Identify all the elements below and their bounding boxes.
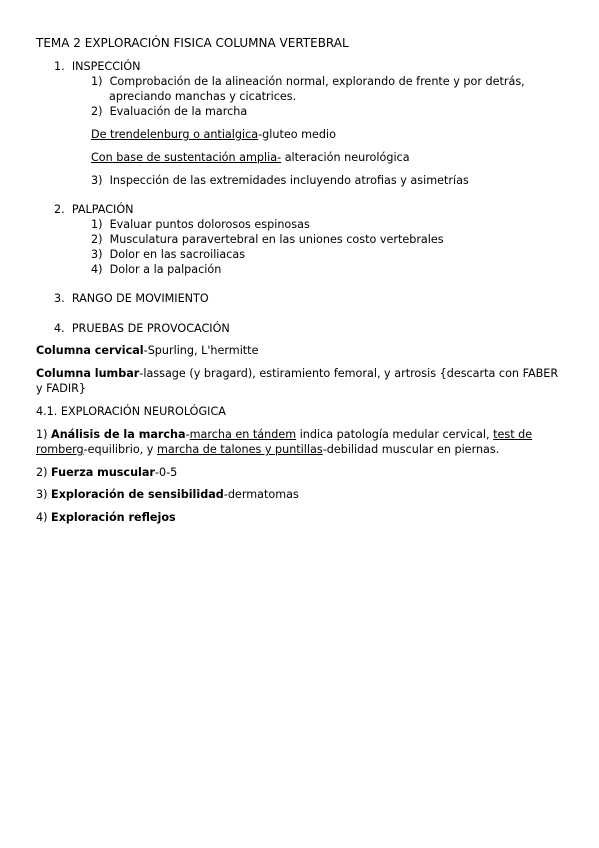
text: 3): [36, 488, 52, 501]
section-title: RANGO DE MOVIMIENTO: [71, 292, 209, 305]
text: alteración neurológica: [281, 151, 410, 164]
list-text-continuation: apreciando manchas y cicatrices.: [109, 90, 297, 103]
underlined-text: marcha de talones y puntillas: [156, 443, 323, 456]
list-text: Inspección de las extremidades incluyendo atrofias y asimetrías: [109, 174, 469, 187]
text: 2): [36, 466, 52, 479]
text: 1): [36, 428, 52, 441]
section-palpacion-heading: [54, 202, 134, 217]
list-text: Dolor en las sacroiliacas: [109, 248, 246, 261]
list-text: Dolor a la palpación: [109, 263, 222, 276]
bold-term: Exploración de sensibilidad: [51, 488, 224, 501]
section-title: PALPACIÓN: [71, 203, 134, 216]
paragraph-reflejos: [36, 510, 176, 525]
section-title: PRUEBAS DE PROVOCACIÓN: [71, 322, 230, 335]
text: -debilidad muscular en piernas.: [322, 443, 500, 456]
bold-term: Fuerza muscular: [51, 466, 155, 479]
paragraph-trendelenburg: [91, 127, 336, 142]
text: -0-5: [154, 466, 178, 479]
text: 4): [36, 511, 52, 524]
list-item: [91, 74, 525, 89]
bold-term: Columna lumbar: [36, 367, 140, 380]
paragraph-fuerza-muscular: [36, 465, 177, 480]
section-rango-heading: [54, 291, 209, 306]
list-text: Musculatura paravertebral en las uniones costo vertebrales: [109, 233, 444, 246]
paragraph-sensibilidad: [36, 487, 299, 502]
underlined-text: Con base de sustentación amplia-: [91, 151, 282, 164]
text: -Spurling, L'hermitte: [143, 344, 259, 357]
list-item: [91, 173, 469, 188]
list-number: 3): [91, 248, 103, 261]
text: -equilibrio, y: [83, 443, 157, 456]
section-title: INSPECCIÓN: [71, 60, 141, 73]
text: indica patología medular cervical,: [296, 428, 494, 441]
list-text: Evaluación de la marcha: [109, 105, 248, 118]
bold-term: Análisis de la marcha: [51, 428, 186, 441]
section-inspeccion-heading: [54, 59, 141, 74]
text: -dermatomas: [223, 488, 299, 501]
text: -: [185, 428, 190, 441]
list-number: 2): [91, 105, 103, 118]
list-number: 2.: [54, 203, 65, 216]
paragraph-columna-lumbar-continuation: y FADIR}: [36, 382, 87, 395]
list-number: 1): [91, 75, 103, 88]
text: -gluteo medio: [258, 128, 336, 141]
underlined-text: romberg: [36, 443, 84, 456]
list-item: [91, 104, 247, 119]
list-number: 1.: [54, 60, 65, 73]
section-pruebas-heading: [54, 321, 230, 336]
underlined-text: test de: [493, 428, 533, 441]
list-number: 3): [91, 174, 103, 187]
list-number: 3.: [54, 292, 65, 305]
section-neuro-heading: 4.1. EXPLORACIÓN NEUROLÓGICA: [36, 405, 226, 418]
list-text: Comprobación de la alineación normal, explorando de frente y por detrás,: [109, 75, 525, 88]
bold-term: Columna cervical: [36, 344, 144, 357]
list-number: 4): [91, 263, 103, 276]
list-item: [91, 262, 221, 277]
bold-term: Exploración reflejos: [51, 511, 176, 524]
list-number: 2): [91, 233, 103, 246]
paragraph-base-sustentacion: [91, 150, 410, 165]
list-number: 1): [91, 218, 103, 231]
paragraph-columna-cervical: [36, 343, 258, 358]
list-item: [91, 247, 245, 262]
list-item: [91, 232, 444, 247]
list-item: [91, 217, 310, 232]
underlined-text: De trendelenburg o antialgica: [91, 128, 259, 141]
paragraph-columna-lumbar: [36, 366, 558, 381]
text: -lassage (y bragard), estiramiento femoral, y artrosis {descarta con FABER: [139, 367, 559, 380]
list-text: Evaluar puntos dolorosos espinosas: [109, 218, 310, 231]
list-number: 4.: [54, 322, 65, 335]
paragraph-analisis-marcha-continuation: [36, 442, 499, 457]
underlined-text: marcha en tándem: [189, 428, 297, 441]
page-title: TEMA 2 EXPLORACIÓN FISICA COLUMNA VERTEBRAL: [36, 36, 349, 50]
paragraph-analisis-marcha: [36, 427, 532, 442]
